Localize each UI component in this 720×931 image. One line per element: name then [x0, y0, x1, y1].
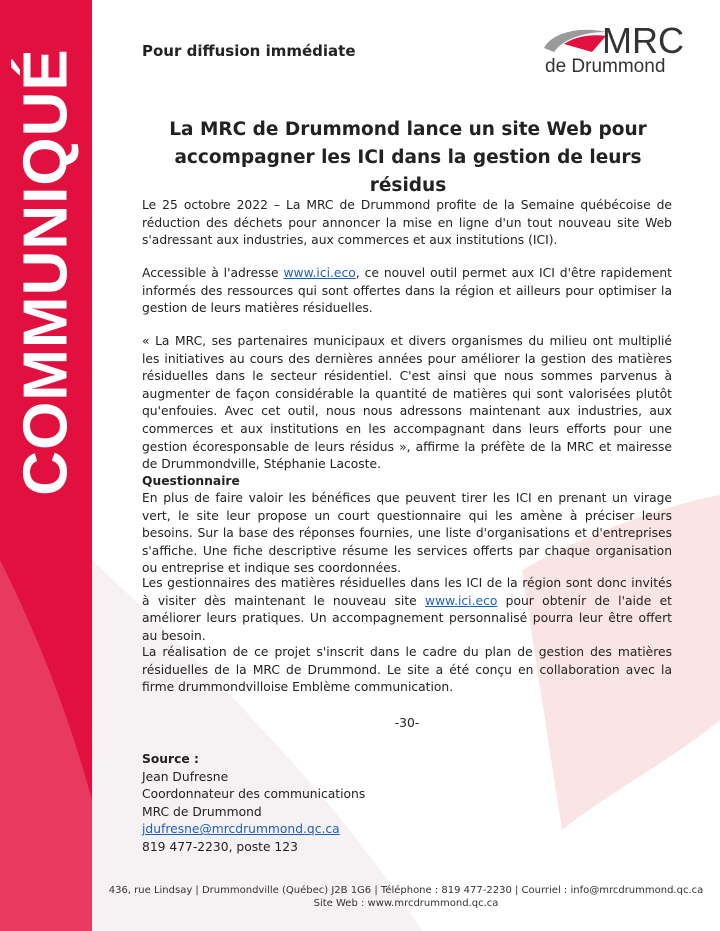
- logo-subtitle: de Drummond: [545, 56, 666, 77]
- source-role: Coordonnateur des communications: [142, 787, 366, 802]
- footer: [92, 884, 720, 910]
- end-marker: -30-: [394, 716, 420, 730]
- paragraph-quote: « La MRC, ses partenaires municipaux et divers organismes du milieu ont multiplié les initiatives au cours des dernières années pour améliorer la gestion des matières résiduelles dans le secteur résidentiel. C'est ainsi que nous sommes parvenus à augmenter de façon considérable la quantité de matières qui sont valorisées plutôt qu'enfouies. Avec cet outil, nous nous adressons maintenant aux industries, aux commerces et aux institutions en les accompagnant dans leurs efforts pour une gestion écoresponsable de leurs résidus », affirme la préfète de la MRC et mairesse de Drummondville, Stéphanie Lacoste.: [142, 334, 672, 472]
- website-link[interactable]: www.ici.eco: [283, 266, 356, 280]
- logo-mrc-text: MRC: [602, 20, 684, 61]
- paragraph-context: La réalisation de ce projet s'inscrit dans le cadre du plan de gestion des matières résiduelles de la MRC de Drummond. Le site a été conçu en collaboration avec la firme drummondvilloise Emblème communication.: [142, 645, 672, 695]
- footer-website: Site Web : www.mrcdrummond.qc.ca: [313, 898, 499, 909]
- mrc-logo: [542, 20, 698, 80]
- text: , ce nouvel outil permet aux ICI d'être rapidement informés des ressources qui sont offertes dans la région et ailleurs pour optimiser la gestion de leurs matières résiduelles.: [142, 266, 672, 316]
- page-title: La MRC de Drummond lance un site Web pour accompagner les ICI dans la gestion de leurs résidus: [169, 119, 647, 196]
- source-org: MRC de Drummond: [142, 804, 262, 819]
- website-link[interactable]: www.ici.eco: [425, 593, 498, 608]
- release-notice: Pour diffusion immédiate: [142, 42, 356, 60]
- source-name: Jean Dufresne: [142, 769, 229, 784]
- footer-address: 436, rue Lindsay | Drummondville (Québec) J2B 1G6 | Téléphone : 819 477-2230 | Courriel : info@mrcdrummond.qc.ca: [108, 885, 704, 896]
- paragraph-questionnaire: En plus de faire valoir les bénéfices que peuvent tirer les ICI en prenant un virage vert, le site leur propose un court questionnaire qui les amène à préciser leurs besoins. Sur la base des réponses fournies, une liste d'organisations et d'entreprises s'affiche. Une fiche descriptive résume les services offerts par chaque organisation ou entreprise et indique ses coordonnées.: [142, 491, 672, 576]
- paragraph-intro: Le 25 octobre 2022 – La MRC de Drummond profite de la Semaine québécoise de réduction des déchets pour annoncer la mise en ligne d'un tout nouveau site Web s'adressant aux industries, aux commerces et aux institutions (ICI).: [142, 198, 672, 248]
- source-label: Source :: [142, 752, 199, 766]
- text: Les gestionnaires des matières résiduelles dans les ICI de la région sont donc invités à visiter dès maintenant le nouveau site: [142, 576, 672, 608]
- communique-label: COMMUNIQUÉ: [11, 48, 81, 496]
- source-email-link[interactable]: jdufresne@mrcdrummond.qc.ca: [142, 822, 340, 837]
- source-block: [142, 751, 365, 857]
- text: pour obtenir de l'aide et améliorer leurs pratiques. Un accompagnement personnalisé pourra leur être offert au besoin.: [142, 593, 672, 643]
- text: Accessible à l'adresse: [142, 266, 284, 280]
- logo-swoosh-icon: [542, 26, 608, 56]
- source-phone: 819 477-2230, poste 123: [142, 839, 298, 854]
- paragraph-invitation: [142, 575, 672, 645]
- paragraph-website: [142, 265, 672, 318]
- subheading-questionnaire: Questionnaire: [142, 474, 240, 488]
- sidebar-banner: [0, 0, 92, 931]
